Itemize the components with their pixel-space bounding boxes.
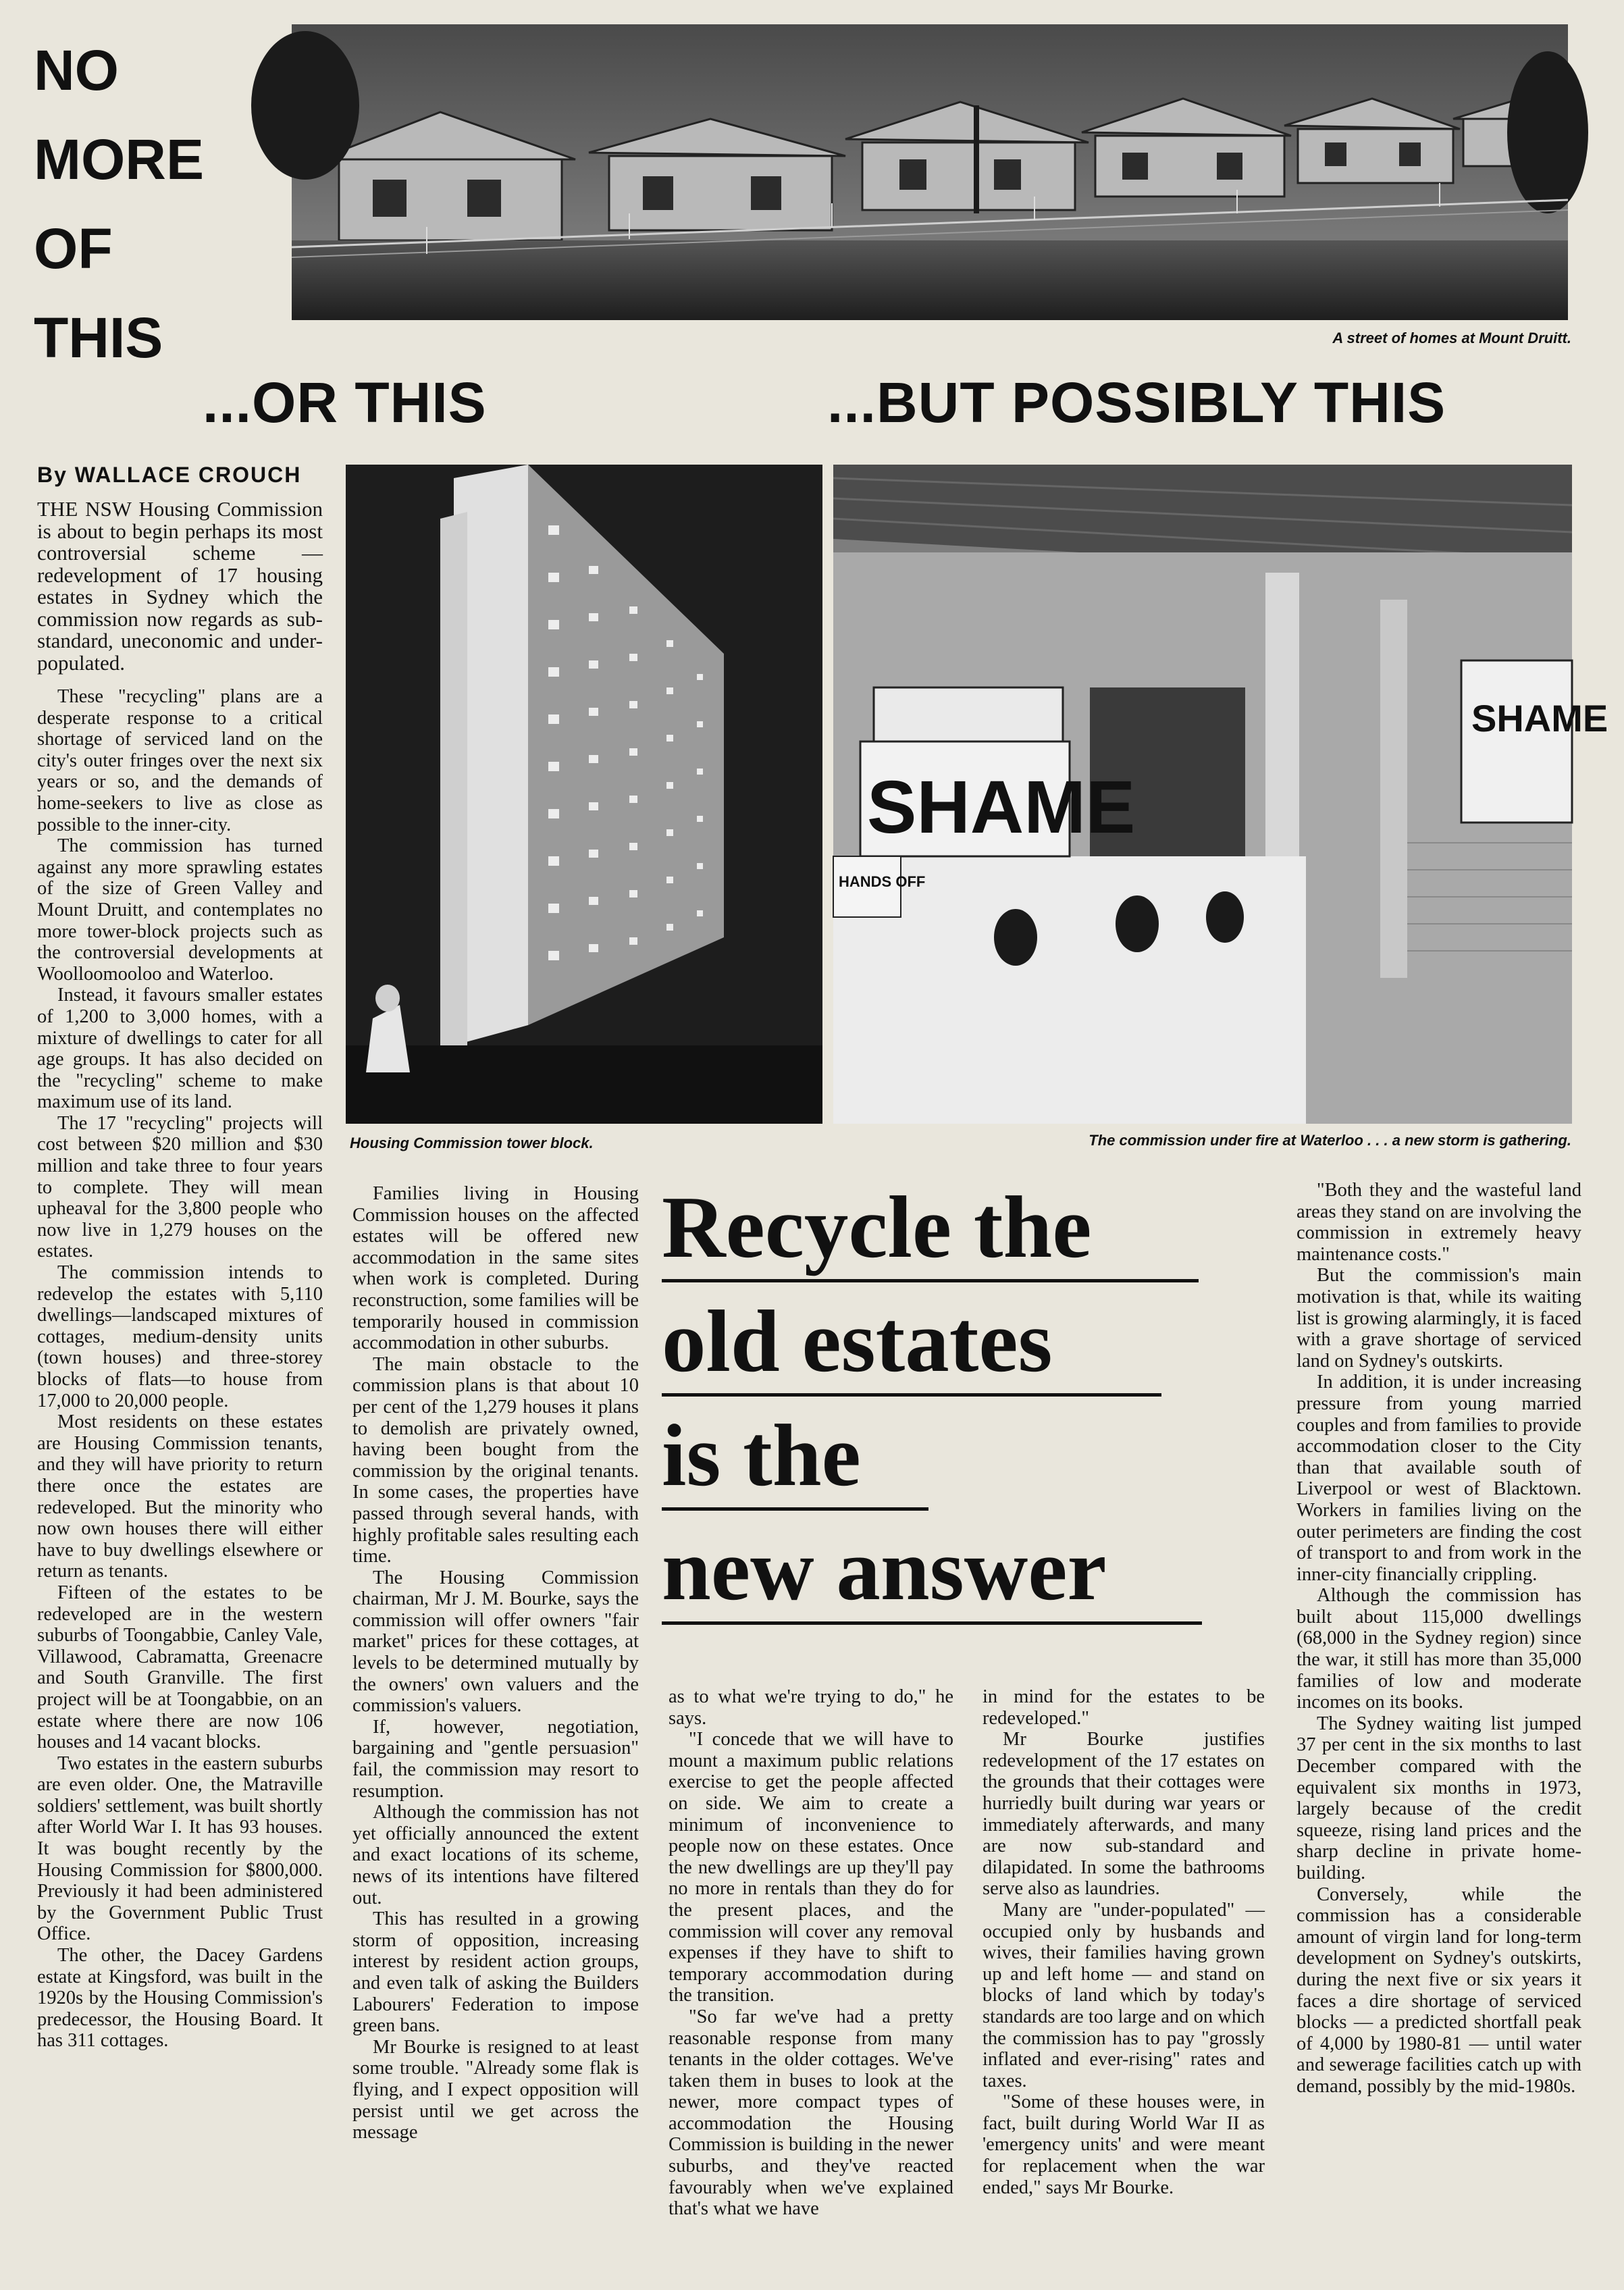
kicker-but-possibly-this: ...BUT POSSIBLY THIS [827,371,1446,434]
paragraph: Conversely, while the commission has a considerable amount of virgin land for long-term development on Sydney's outskirts, during the next five or six years it faces a dire shortage of serviced blocks — a predicted shortfall peak of 4,000 by 1980-81 — until water and sewerage facilities catch up with demand, possibly by the mid-1980s. [1296,1883,1581,2097]
paragraph: The commission intends to redevelop the estates with 5,110 dwellings—landscaped mixtures of cottages, medium-density units (town houses) and three-storey blocks of flats—to house from 17,000 to 20,000 people. [37,1262,323,1411]
article-column-2 [352,1183,639,2143]
paragraph: Two estates in the eastern suburbs are even older. One, the Matraville soldiers' settlement, was built shortly after World War I. It has 93 houses. It was bought recently by the Housing Commission for $800,000. Previously it had been administered by the Government Public Trust Office. [37,1752,323,1945]
paragraph: in mind for the estates to be redeveloped." [983,1686,1265,1729]
paragraph: In addition, it is under increasing pressure from young married couples and from families to provide accommodation closer to the City than that available south of Liverpool or west of Blacktown. Workers in families living on the outer perimeters are finding the cost of transport to and from work in the inner-city financially crippling. [1296,1372,1581,1585]
paragraph: Mr Bourke is resigned to at least some trouble. "Already some flak is flying, and I expect opposition will persist until we get across the message [352,2036,639,2143]
main-headline [662,1178,1202,1625]
left-headline-line: OF [34,217,113,280]
article-column-4 [983,1686,1265,2198]
main-headline-line: Recycle the [662,1178,1092,1276]
paragraph: THE NSW Housing Commission is about to begin perhaps its most controversial scheme — redevelopment of 17 housing estates in Sydney which the commission now regards as sub-standard, uneconomic and under-populated. [37,497,323,675]
paragraph: "Both they and the wasteful land areas they stand on are involving the commission in extremely heavy maintenance costs." [1296,1180,1581,1265]
sign-shame-left: SHAME [867,766,1136,849]
main-headline-line: old estates [662,1293,1053,1390]
paragraph: This has resulted in a growing storm of opposition, increasing interest by resident action groups, and even talk of asking the Builders Labourers' Federation to impose green bans. [352,1908,639,2037]
main-headline-line: new answer [662,1521,1107,1619]
paragraph: Fifteen of the estates to be redeveloped are in the western suburbs of Toongabbie, Canley Vale, Villawood, Cabramatta, Greenacre and South Granville. The first project will be at Toongabbie, on an estate where there are now 106 houses and 14 vacant blocks. [37,1582,323,1753]
photo-waterloo [833,465,1608,1124]
caption-street-homes: A street of homes at Mount Druitt. [1332,330,1571,346]
paragraph: The commission has turned against any more sprawling estates of the size of Green Valley and Mount Druitt, and contemplates no more tower-block projects such as the controversial developments at Woolloomooloo and Waterloo. [37,835,323,985]
paragraph: The other, the Dacey Gardens estate at Kingsford, was built in the 1920s by the Housing Commission's predecessor, the Housing Board. It has 311 cottages. [37,1945,323,2052]
sign-hands-off: HANDS OFF [839,873,926,890]
main-headline-line: is the [662,1407,861,1505]
paragraph: Families living in Housing Commission houses on the affected estates will be offered new accommodation in the same sites when work is completed. During reconstruction, some families will be temporarily housed in commission accommodation in other suburbs. [352,1183,639,1354]
paragraph: These "recycling" plans are a desperate response to a critical shortage of serviced land on the city's outer fringes over the next six years or so, and the demands of home-seekers to live as close as possible to the inner-city. [37,686,323,835]
paragraph: Many are "under-populated" — occupied only by husbands and wives, their families having grown up and left home — and stand on blocks of land which by today's standards are too large and on which the commission has to pay "grossly inflated and ever-rising" rates and taxes. [983,1899,1265,2091]
paragraph: Although the commission has not yet officially announced the extent and exact locations of its scheme, news of its intentions have filtered out. [352,1802,639,1908]
paragraph: The Sydney waiting list jumped 37 per cent in the six months to last December compared with the equivalent six months in 1973, largely because of the credit squeeze, rising land prices and the sharp decline in private home-building. [1296,1713,1581,1883]
paragraph: The main obstacle to the commission plans is that about 10 per cent of the 1,279 houses it plans to demolish are privately owned, having been bought from the commission by the original tenants. In some cases, the properties have passed through several hands, with highly profitable sales resulting each time. [352,1353,639,1567]
paragraph: Instead, it favours smaller estates of 1,200 to 3,000 homes, with a mixture of dwellings to cater for all age groups. It has also decided on the "recycling" scheme to make maximum use of its land. [37,985,323,1113]
paragraph: If, however, negotiation, bargaining and "gentle persuasion" fail, the commission may resort to resumption. [352,1716,639,1802]
paragraph: "So far we've had a pretty reasonable response from many tenants in the older cottages. We've taken them in buses to look at the newer, more compact types of accommodation the Housing Commission is building in the newer suburbs, and they've reacted favourably when we've explained that's what we have [669,2006,953,2220]
street-homes-illustration [292,24,1568,320]
article-column-1 [37,498,323,2052]
paragraph: "I concede that we will have to mount a maximum public relations exercise to get the people affected on side. We aim to create a minimum of inconvenience to people now on these estates. Once the new dwellings are up they'll pay no more in rentals than they do for the present places, and the commission will cover any removal expenses if they have to shift to temporary accommodation during the transition. [669,1729,953,2006]
paragraph: But the commission's main motivation is that, while its waiting list is growing alarmingly, it is faced with a grave shortage of serviced land on Sydney's outskirts. [1296,1265,1581,1372]
byline: By WALLACE CROUCH [37,463,302,487]
paragraph: as to what we're trying to do," he says. [669,1686,953,1729]
article-column-3 [669,1686,953,2220]
waterloo-illustration [833,465,1608,1124]
headline-rule [662,1621,1202,1625]
photo-street-homes [292,24,1568,320]
photo-tower-block [346,465,822,1124]
tower-block-illustration [346,465,822,1124]
left-headline-line: MORE [34,128,204,191]
left-headline-line: THIS [34,306,163,369]
left-headline-line: NO [34,38,119,102]
paragraph: Although the commission has built about 115,000 dwellings (68,000 in the Sydney region) since the war, it still has more than 35,000 families of low and moderate incomes on its books. [1296,1585,1581,1713]
caption-waterloo: The commission under fire at Waterloo . . . a new storm is gathering. [1089,1132,1571,1149]
headline-rule [662,1393,1161,1397]
left-headline [34,26,204,382]
headline-rule [662,1279,1199,1282]
headline-rule [662,1507,928,1511]
paragraph: The 17 "recycling" projects will cost between $20 million and $30 million and take three to four years to complete. They will mean upheaval for the 3,800 people who now live in 1,279 houses on the estates. [37,1112,323,1262]
kicker-or-this: ...OR THIS [203,371,487,434]
paragraph: Mr Bourke justifies redevelopment of the 17 estates on the grounds that their cottages were hurriedly built during war years or immediately afterwards, and many are now sub-standard and dilapidated. In some the bathrooms serve also as laundries. [983,1729,1265,1900]
paragraph: The Housing Commission chairman, Mr J. M. Bourke, says the commission will offer owners "fair market" prices for these cottages, at levels to be determined mutually by the owners' own valuers and the commission's valuers. [352,1567,639,1717]
caption-tower-block: Housing Commission tower block. [350,1135,594,1151]
paragraph: Most residents on these estates are Housing Commission tenants, and they will have priority to return there once the estates are redeveloped. But the minority who now own houses there will either have to buy dwellings elsewhere or return as tenants. [37,1411,323,1582]
article-column-5 [1296,1180,1581,2098]
paragraph: "Some of these houses were, in fact, built during World War II as 'emergency units' and were meant for replacement when the war ended," says Mr Bourke. [983,2091,1265,2198]
sign-shame-right: SHAME [1471,697,1608,739]
